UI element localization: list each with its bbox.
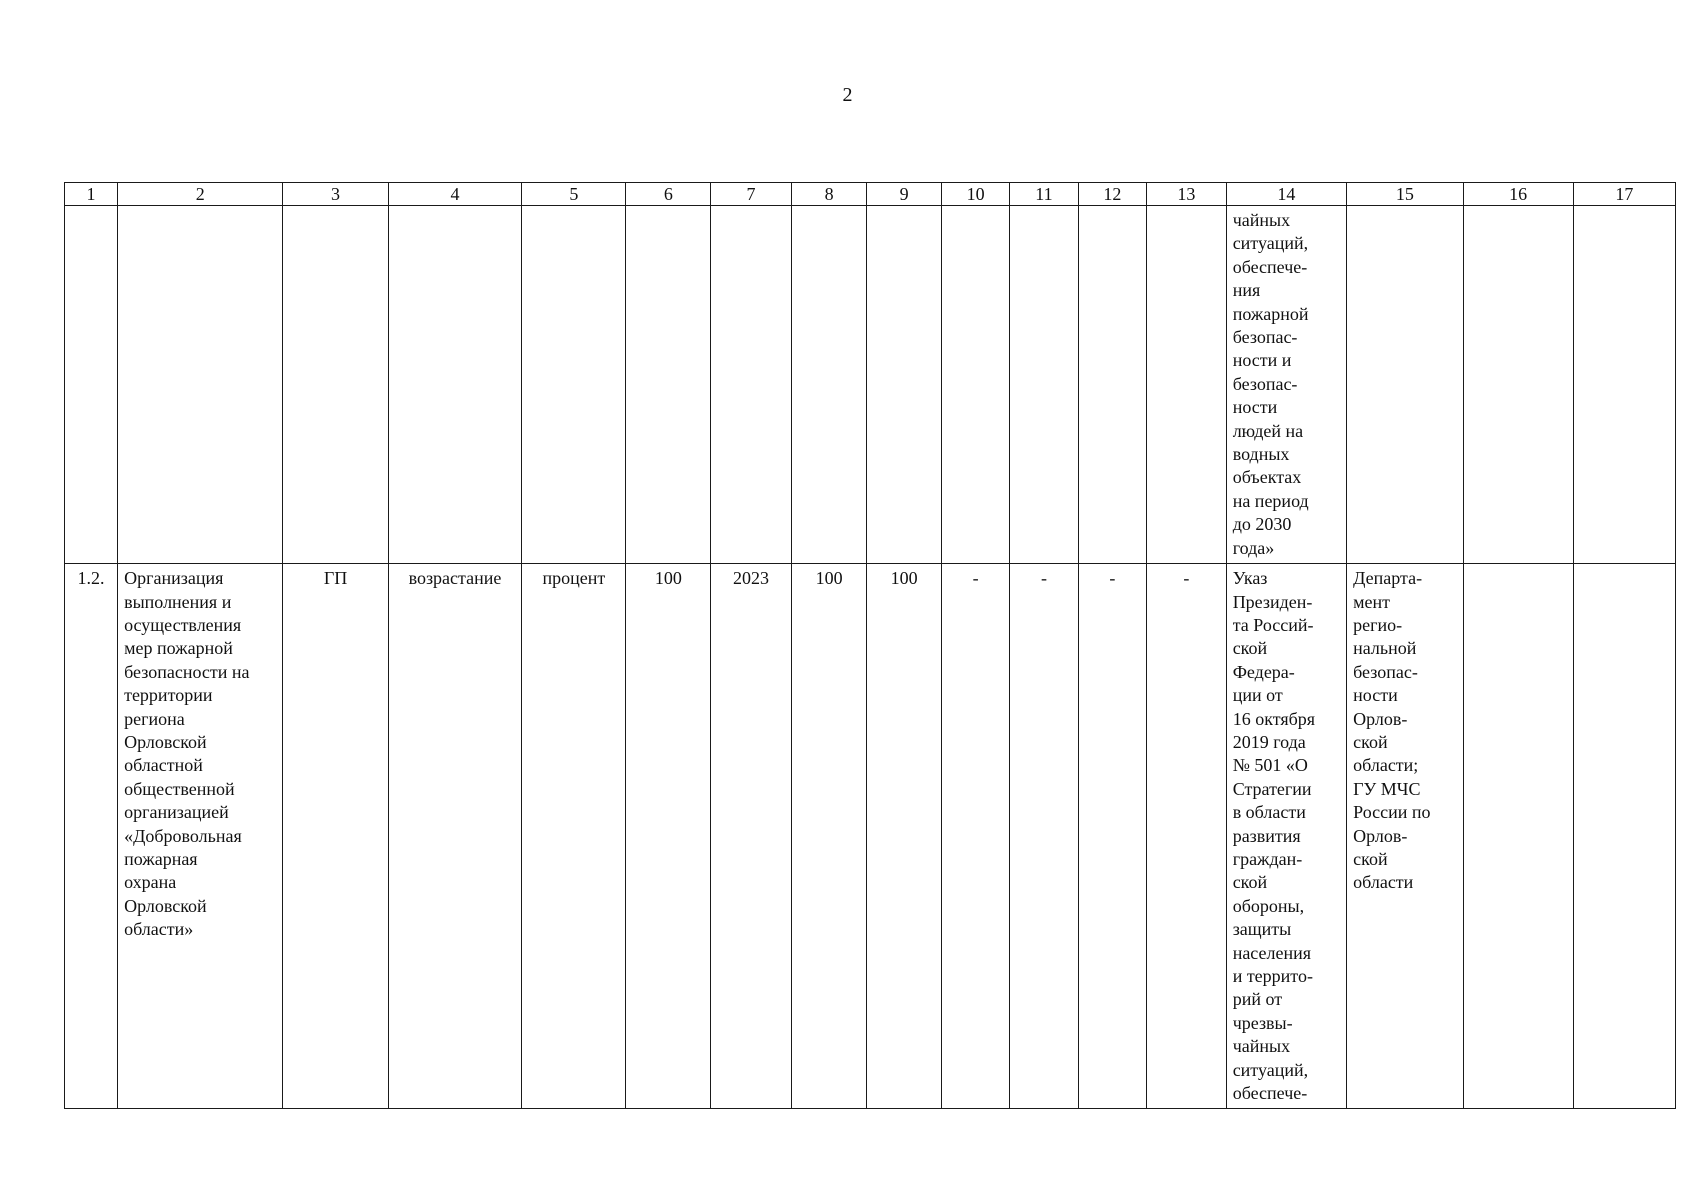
value-cell: 100 bbox=[791, 564, 867, 1109]
value-cell: - bbox=[1010, 564, 1078, 1109]
strategy-reference-cell: чайных ситуаций, обеспече- ния пожарной безопас- ности и безопас- ности людей на водных объектах на период до 2030 года» bbox=[1226, 206, 1346, 564]
table-cell bbox=[626, 206, 711, 564]
value-cell: - bbox=[1147, 564, 1227, 1109]
table-cell bbox=[388, 206, 522, 564]
header-row bbox=[65, 183, 1676, 206]
column-header: 6 bbox=[626, 183, 711, 206]
page-number: 2 bbox=[842, 84, 853, 106]
column-header: 7 bbox=[711, 183, 792, 206]
column-header: 15 bbox=[1347, 183, 1463, 206]
indicators-table bbox=[64, 182, 1676, 1109]
table-row bbox=[65, 564, 1676, 1109]
unit-cell: процент bbox=[522, 564, 626, 1109]
column-header: 10 bbox=[941, 183, 1009, 206]
table-cell bbox=[791, 206, 867, 564]
table-cell bbox=[1573, 206, 1675, 564]
value-cell: - bbox=[1078, 564, 1146, 1109]
column-header: 1 bbox=[65, 183, 118, 206]
table-cell bbox=[1573, 564, 1675, 1109]
table-row bbox=[65, 206, 1676, 564]
table-cell bbox=[65, 206, 118, 564]
column-header: 4 bbox=[388, 183, 522, 206]
table-cell bbox=[1147, 206, 1227, 564]
document-reference-cell: Указ Президен- та Россий- ской Федера- ции от 16 октября 2019 года № 501 «О Стратегии в области развития граждан- ской обороны, защиты населения и террито- рий от чрезвы- чайных ситуаций, обеспече- bbox=[1226, 564, 1346, 1109]
column-header: 14 bbox=[1226, 183, 1346, 206]
column-header: 9 bbox=[867, 183, 942, 206]
column-header: 17 bbox=[1573, 183, 1675, 206]
row-number-cell: 1.2. bbox=[65, 564, 118, 1109]
table-cell bbox=[1347, 206, 1463, 564]
table-cell bbox=[711, 206, 792, 564]
table-cell bbox=[1010, 206, 1078, 564]
column-header: 2 bbox=[118, 183, 283, 206]
base-year-cell: 2023 bbox=[711, 564, 792, 1109]
indicator-level-cell: ГП bbox=[283, 564, 388, 1109]
table-cell bbox=[941, 206, 1009, 564]
column-header: 13 bbox=[1147, 183, 1227, 206]
value-cell: 100 bbox=[867, 564, 942, 1109]
table-cell bbox=[522, 206, 626, 564]
indicator-name-cell: Организация выполнения и осуществления мер пожарной безопасности на территории региона Орловской областной общественной организацией «Добровольная пожарная охрана Орловской области» bbox=[118, 564, 283, 1109]
table-cell bbox=[1463, 206, 1573, 564]
column-header: 3 bbox=[283, 183, 388, 206]
table-cell bbox=[283, 206, 388, 564]
base-value-cell: 100 bbox=[626, 564, 711, 1109]
table-cell bbox=[1463, 564, 1573, 1109]
responsible-cell: Департа- мент регио- нальной безопас- ности Орлов- ской области; ГУ МЧС России по Орлов- ской области bbox=[1347, 564, 1463, 1109]
table-cell bbox=[118, 206, 283, 564]
table-cell bbox=[867, 206, 942, 564]
column-header: 8 bbox=[791, 183, 867, 206]
column-header: 5 bbox=[522, 183, 626, 206]
column-header: 11 bbox=[1010, 183, 1078, 206]
column-header: 12 bbox=[1078, 183, 1146, 206]
table-cell bbox=[1078, 206, 1146, 564]
value-cell: - bbox=[941, 564, 1009, 1109]
trend-cell: возрастание bbox=[388, 564, 522, 1109]
column-header: 16 bbox=[1463, 183, 1573, 206]
